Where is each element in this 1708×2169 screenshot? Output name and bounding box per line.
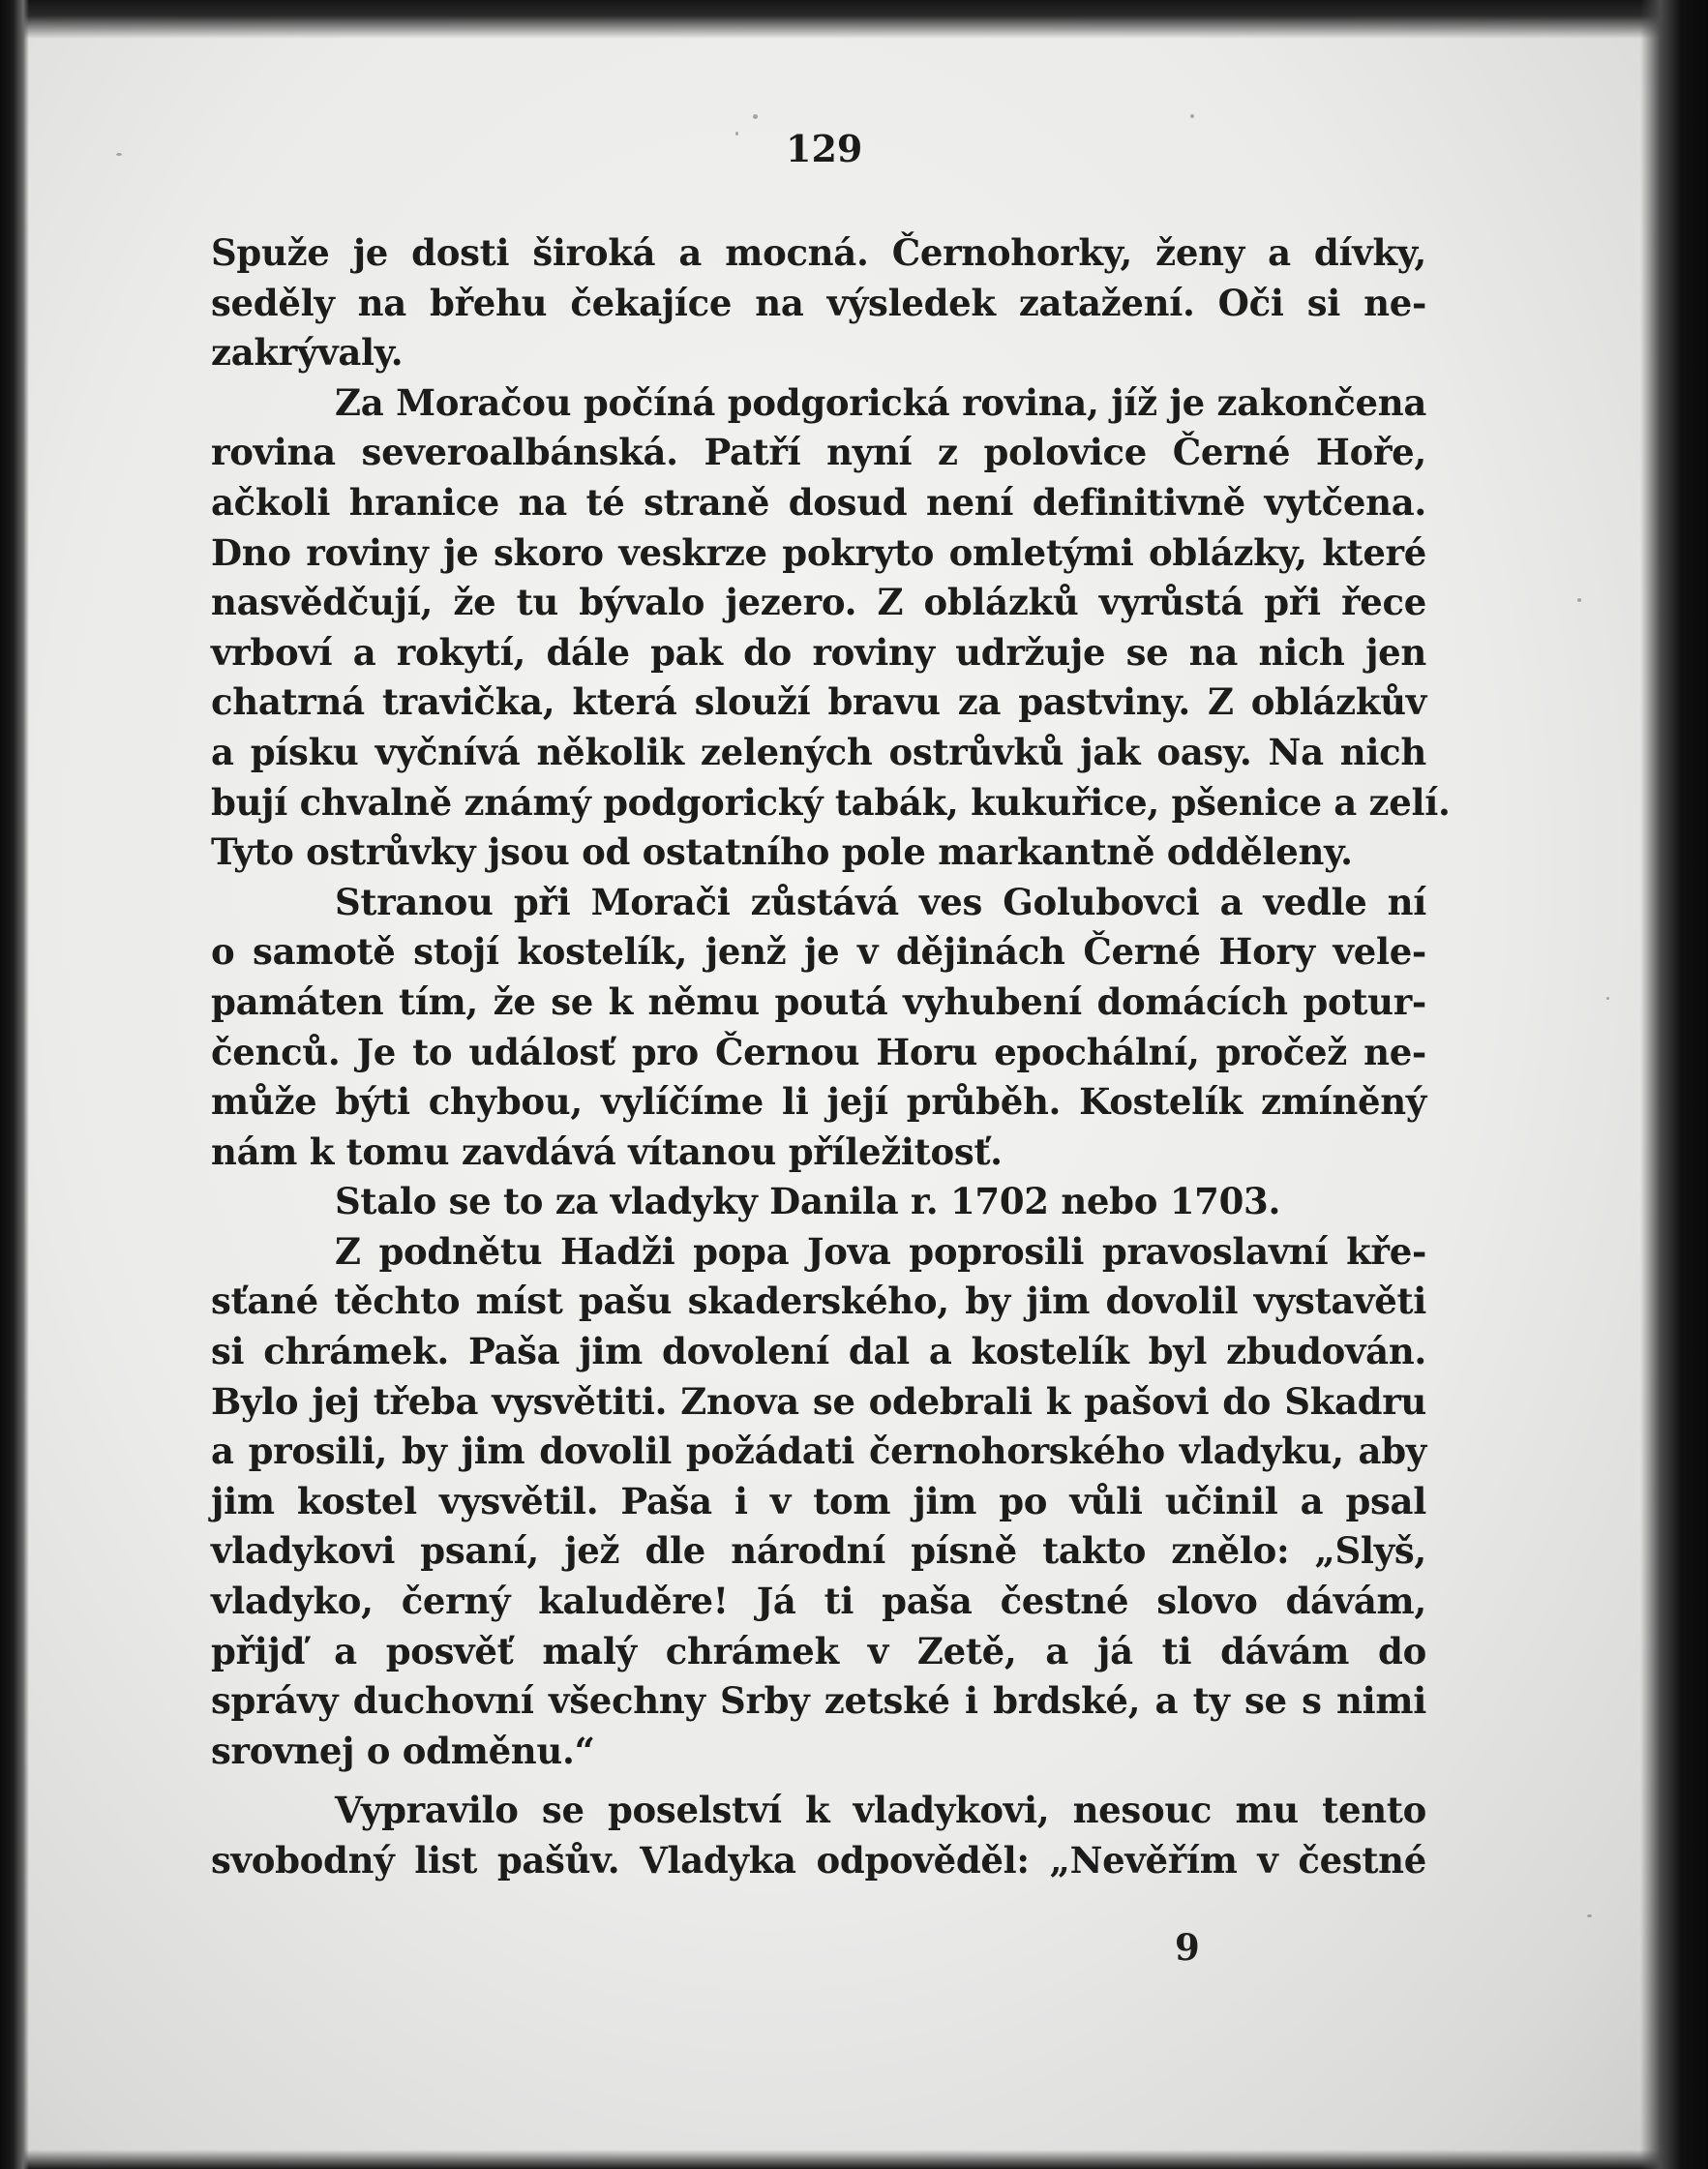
text-line: Z podnětu Hadži popa Jova poprosili pravoslavní kře- xyxy=(335,1229,1426,1273)
text-line: bují chvalně známý podgorický tabák, kukuřice, pšenice a zelí. xyxy=(211,780,1451,824)
scan-shadow-right xyxy=(1640,0,1708,2169)
text-line: srovnej o odměnu.“ xyxy=(211,1729,595,1772)
text-line: může býti chybou, vylíčíme li její průběh. Kostelík zmíněný xyxy=(211,1080,1426,1124)
scan-shadow-left xyxy=(0,0,29,2169)
text-line: Stalo se to za vladyky Danila r. 1702 nebo 1703. xyxy=(335,1180,1281,1223)
text-line: jim kostel vysvětil. Paša i v tom jim po vůli učinil a psal xyxy=(211,1479,1426,1522)
text-line: rovina severoalbánská. Patří nyní z polovice Černé Hoře, xyxy=(211,431,1426,474)
dust-speck xyxy=(1606,997,1609,1000)
scan-shadow-top xyxy=(0,0,1708,39)
text-line: sťané těchto míst pašu skaderského, by jim dovolil vystavěti xyxy=(211,1280,1426,1323)
text-line: Tyto ostrůvky jsou od ostatního pole markantně odděleny. xyxy=(211,830,1353,874)
dust-speck xyxy=(116,153,122,156)
text-line: Stranou při Morači zůstává ves Golubovci a vedle ní xyxy=(335,880,1426,923)
text-line: o samotě stojí kostelík, jenž je v dějinách Černé Hory vele- xyxy=(211,930,1426,974)
text-line: svobodný list pašův. Vladyka odpověděl: „Nevěřím v čestné xyxy=(211,1839,1426,1882)
text-line: památen tím, že se k němu poutá vyhubení domácích potur- xyxy=(211,979,1426,1023)
text-line: Dno roviny je skoro veskrze pokryto omletými oblázky, které xyxy=(211,530,1426,574)
text-line: vrboví a rokytí, dále pak do roviny udržuje se na nich jen xyxy=(211,630,1426,674)
text-line: Spuže je dosti široká a mocná. Černohorky, ženy a dívky, xyxy=(211,231,1426,274)
text-line: přijď a posvěť malý chrámek v Zetě, a já ti dávám do xyxy=(211,1629,1426,1672)
text-line: ačkoli hranice na té straně dosud není definitivně vytčena. xyxy=(211,480,1426,524)
text-line: nasvědčují, že tu bývalo jezero. Z oblázků vyrůstá při řece xyxy=(211,581,1426,624)
text-line: vladyko, černý kaluděre! Já ti paša čestné slovo dávám, xyxy=(211,1580,1426,1623)
dust-speck xyxy=(753,114,758,119)
text-line: Bylo jej třeba vysvětiti. Znova se odebrali k pašovi do Skadru xyxy=(211,1379,1426,1423)
dust-speck xyxy=(1190,114,1194,118)
text-line: Vypravilo se poselství k vladykovi, nesouc mu tento xyxy=(335,1789,1426,1832)
text-line: vladykovi psaní, jež dle národní písně takto znělo: „Slyš, xyxy=(211,1529,1426,1573)
scan-shadow-bottom xyxy=(0,2150,1708,2169)
body-text xyxy=(211,228,1451,1886)
dust-speck xyxy=(1577,598,1581,602)
text-line: a prosili, by jim dovolil požádati černohorského vladyku, aby xyxy=(211,1430,1426,1473)
page-number: 129 xyxy=(786,127,863,170)
dust-speck xyxy=(735,132,738,136)
dust-speck xyxy=(1587,1914,1592,1917)
text-line: nám k tomu zavdává vítanou příležitosť. xyxy=(211,1130,1003,1173)
text-line: správy duchovní všechny Srby zetské i brdské, a ty se s nimi xyxy=(211,1679,1426,1723)
text-line: chatrná travička, která slouží bravu za pastviny. Z oblázkův xyxy=(211,680,1426,724)
text-line: zakrývaly. xyxy=(211,331,404,375)
text-line: a písku vyčnívá několik zelených ostrůvků jak oasy. Na nich xyxy=(211,730,1426,773)
text-line: Za Moračou počíná podgorická rovina, jíž je zakončena xyxy=(335,380,1426,424)
text-line: si chrámek. Paša jim dovolení dal a kostelík byl zbudován. xyxy=(211,1330,1426,1373)
text-line: čenců. Je to událosť pro Černou Horu epochální, pročež ne- xyxy=(211,1030,1426,1073)
signature-mark: 9 xyxy=(1175,1926,1200,1969)
text-line: seděly na břehu čekajíce na výsledek zatažení. Oči si ne- xyxy=(211,281,1426,324)
